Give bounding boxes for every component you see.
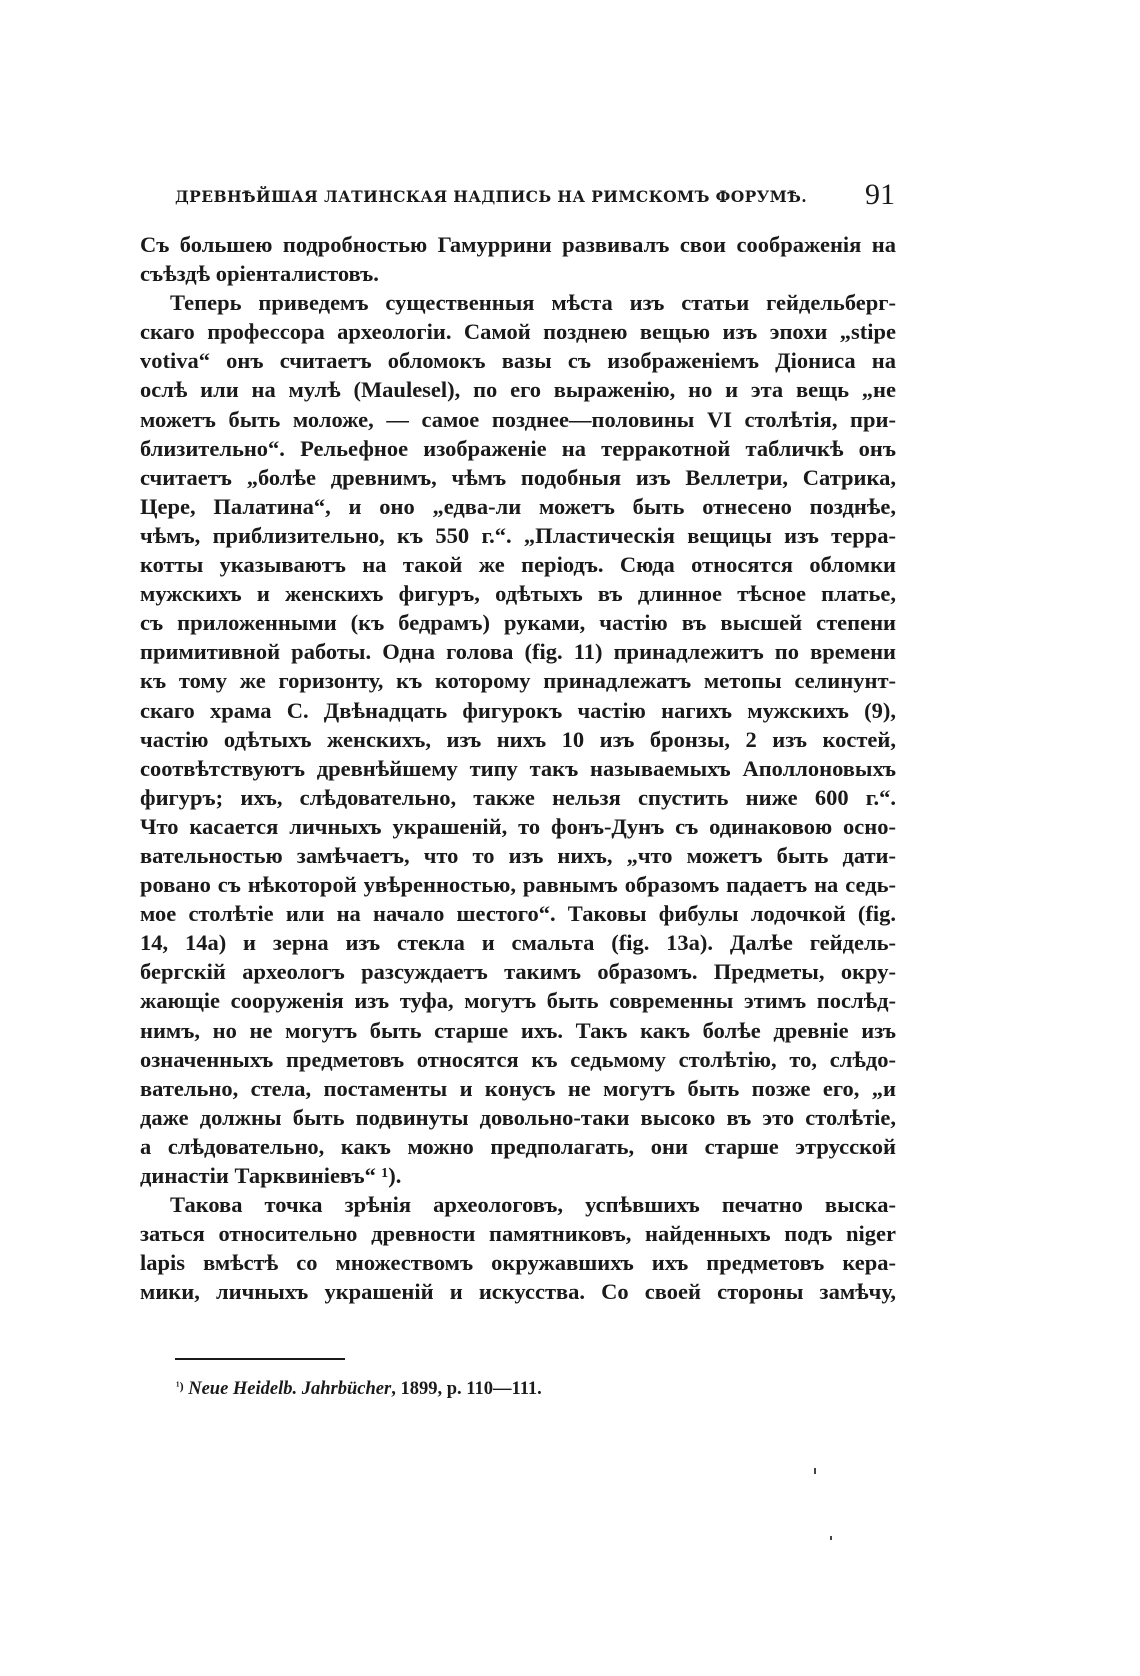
text-line: фигуръ; ихъ, слѣдовательно, также нельзя спустить ниже 600 г.“. xyxy=(140,784,896,810)
text-line: мики, личныхъ украшеній и искусства. Со своей стороны замѣчу, xyxy=(140,1279,896,1305)
text-line: votiva“ онъ считаетъ обломокъ вазы съ изображеніемъ Діониса на xyxy=(140,348,896,374)
text-line: заться относительно древности памятниковъ, найденныхъ подъ niger xyxy=(140,1221,896,1247)
page-number: 91 xyxy=(865,178,895,211)
text-line: вательно, стела, постаменты и конусъ не могутъ быть позже его, „и xyxy=(140,1075,896,1101)
scan-speck xyxy=(830,1536,832,1540)
text-line: къ тому же горизонту, къ которому принадлежатъ метопы селинунт- xyxy=(140,668,896,694)
text-line: частію одѣтыхъ женскихъ, изъ нихъ 10 изъ бронзы, 2 изъ костей, xyxy=(140,726,896,752)
footnote-source-details: , 1899, p. 110—111. xyxy=(391,1379,542,1399)
text-line: вательностью замѣчаетъ, что то изъ нихъ, „что можетъ быть дати- xyxy=(140,842,896,868)
text-line: котты указываютъ на такой же періодъ. Сюда относятся обломки xyxy=(140,552,896,578)
text-line: династіи Тарквиніевъ“ ¹). xyxy=(140,1163,402,1188)
text-line: Теперь приведемъ существенныя мѣста изъ статьи гейдельберг- xyxy=(170,290,896,316)
text-line: ровано съ нѣкоторой увѣренностью, равнымъ образомъ падаетъ на седь- xyxy=(140,872,896,898)
text-line: скаго храма С. Двѣнадцать фигурокъ частію нагихъ мужскихъ (9), xyxy=(140,697,896,723)
running-head xyxy=(175,178,895,214)
text-line: означенныхъ предметовъ относятся къ седьмому столѣтію, то, слѣдо- xyxy=(140,1046,896,1072)
text-line: съѣздѣ оріенталистовъ. xyxy=(140,261,379,287)
text-line: можетъ быть моложе, — самое позднее—половины VI столѣтія, при- xyxy=(140,406,896,432)
text-line: Съ большею подробностью Гамуррини развивалъ свои соображенія на xyxy=(140,232,896,257)
footnote-divider xyxy=(175,1358,345,1360)
text-line: мужскихъ и женскихъ фигуръ, одѣтыхъ въ длинное тѣсное платье, xyxy=(140,581,896,607)
text-line: ослѣ или на мулѣ (Maulesel), по его выраженію, но и эта вещь „не xyxy=(140,377,896,403)
text-line: примитивной работы. Одна голова (fig. 11) принадлежитъ по времени xyxy=(140,639,896,665)
footnote-marker: ¹) xyxy=(176,1379,184,1393)
text-line: чѣмъ, приблизительно, къ 550 г.“. „Пластическія вещицы изъ терра- xyxy=(140,522,896,548)
text-line: близительно“. Рельефное изображеніе на терракотной табличкѣ онъ xyxy=(140,435,896,461)
text-line: даже должны быть подвинуты довольно-таки высоко въ это столѣтіе, xyxy=(140,1104,896,1130)
footnote xyxy=(176,1379,542,1400)
text-line: съ приложенными (къ бедрамъ) руками, частію въ высшей степени xyxy=(140,610,896,636)
text-line: Такова точка зрѣнія археологовъ, успѣвшихъ печатно выска- xyxy=(170,1192,896,1218)
body-text xyxy=(140,230,896,1306)
text-line: а слѣдовательно, какъ можно предполагать, они старше этрусской xyxy=(140,1133,896,1159)
text-line: бергскій археологъ разсуждаетъ такимъ образомъ. Предметы, окру- xyxy=(140,959,896,985)
text-line: мое столѣтіе или на начало шестого“. Таковы фибулы лодочкой (fig. xyxy=(140,901,896,927)
text-line: 14, 14a) и зерна изъ стекла и смальта (fig. 13a). Далѣе гейдель- xyxy=(140,930,896,956)
text-line: соотвѣтствуютъ древнѣйшему типу такъ называемыхъ Аполлоновыхъ xyxy=(140,755,896,781)
text-line: lapis вмѣстѣ со множествомъ окружавшихъ ихъ предметовъ кера- xyxy=(140,1250,896,1276)
text-line: Что касается личныхъ украшеній, то фонъ-Дунъ съ одинаковою осно- xyxy=(140,813,896,839)
running-title: ДРЕВНѢЙШАЯ ЛАТИНСКАЯ НАДПИСЬ НА РИМСКОМЪ ФОРУМѢ. xyxy=(175,187,808,206)
text-line: жающіе сооруженія изъ туфа, могутъ быть современны этимъ послѣд- xyxy=(140,988,896,1014)
footnote-source-title: Neue Heidelb. Jahrbücher xyxy=(188,1379,392,1399)
text-line: нимъ, но не могутъ быть старше ихъ. Такъ какъ болѣе древніе изъ xyxy=(140,1017,896,1043)
text-line: Цере, Палатина“, и оно „едва-ли можетъ быть отнесено позднѣе, xyxy=(140,493,896,519)
scan-speck xyxy=(814,1468,816,1474)
text-line: скаго профессора археологіи. Самой позднею вещью изъ эпохи „stipe xyxy=(140,319,896,345)
text-line: считаетъ „болѣе древнимъ, чѣмъ подобныя изъ Веллетри, Сатрика, xyxy=(140,464,896,490)
